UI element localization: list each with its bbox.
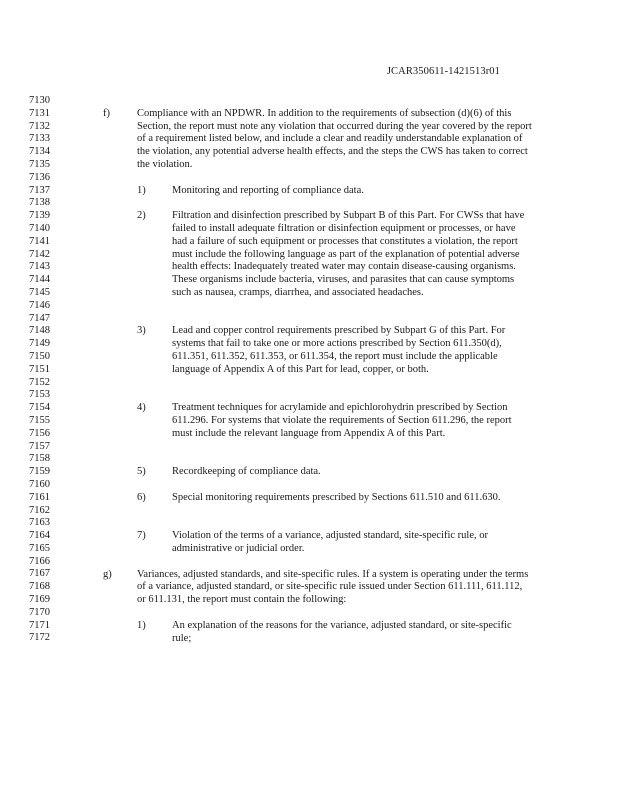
line-number: 7143 <box>29 261 50 273</box>
paragraph-text: Recordkeeping of compliance data. <box>172 466 321 478</box>
line-number: 7166 <box>29 555 50 567</box>
paragraph-marker: 1) <box>137 619 146 631</box>
line-number: 7170 <box>29 606 50 618</box>
line-number: 7148 <box>29 325 50 337</box>
line-number: 7167 <box>29 568 50 580</box>
line-number: 7144 <box>29 274 50 286</box>
line-number: 7135 <box>29 158 50 170</box>
line-number: 7130 <box>29 95 50 106</box>
paragraph-marker: 1) <box>137 184 146 196</box>
document-header: JCAR350611-1421513r01 <box>386 66 500 77</box>
line-number: 7136 <box>29 171 50 183</box>
line-number: 7168 <box>29 581 50 593</box>
paragraph-text: Lead and copper control requirements prescribed by Subpart G of this Part. For systems that fail to take one or more actions prescribed by Section 611.350(d), 611.351, 611.352, 611.353, or 611.354, the report must include the applicable language of Appendix A of this Part for lead, copper, or both. <box>172 325 506 375</box>
line-number: 7158 <box>29 453 50 465</box>
line-number: 7131 <box>29 107 50 119</box>
line-number: 7152 <box>29 376 50 388</box>
paragraph-text: Monitoring and reporting of compliance data. <box>172 184 364 196</box>
line-number: 7145 <box>29 286 50 298</box>
line-number: 7134 <box>29 146 50 158</box>
line-number: 7133 <box>29 133 50 145</box>
paragraph-marker: 2) <box>137 210 146 222</box>
line-number: 7162 <box>29 504 50 516</box>
paragraph-text: An explanation of the reasons for the variance, adjusted standard, or site-specific rule; <box>172 619 512 644</box>
line-number: 7137 <box>29 184 50 196</box>
line-number: 7164 <box>29 530 50 542</box>
line-number: 7153 <box>29 389 50 401</box>
paragraph-marker: g) <box>103 568 112 580</box>
line-number: 7169 <box>29 594 50 606</box>
line-number: 7154 <box>29 402 50 414</box>
line-number: 7163 <box>29 517 50 529</box>
line-number: 7142 <box>29 248 50 260</box>
line-number: 7160 <box>29 478 50 490</box>
paragraph-text: Treatment techniques for acrylamide and epichlorohydrin prescribed by Section 611.296. For systems that violate the requirements of Section 611.296, the report must include the relevant language from Appendix A of this Part. <box>172 402 512 439</box>
paragraph-marker: 4) <box>137 402 146 414</box>
paragraph-marker: 3) <box>137 325 146 337</box>
line-number: 7146 <box>29 299 50 311</box>
paragraph-marker: 7) <box>137 530 146 542</box>
line-number: 7171 <box>29 619 50 631</box>
paragraph-marker: 5) <box>137 466 146 478</box>
paragraph-marker: f) <box>103 107 110 119</box>
paragraph-text: Compliance with an NPDWR. In addition to the requirements of subsection (d)(6) of this Section, the report must note any violation that occurred during the year covered by the report of a requirement listed below, and include a clear and readily understandable explanation of the violation, any potential adverse health effects, and the steps the CWS has taken to correct the violation. <box>137 107 532 170</box>
line-number: 7139 <box>29 210 50 222</box>
line-number: 7157 <box>29 440 50 452</box>
line-number: 7141 <box>29 235 50 247</box>
line-number: 7147 <box>29 312 50 324</box>
line-number: 7140 <box>29 222 50 234</box>
line-number: 7151 <box>29 363 50 375</box>
line-number: 7165 <box>29 542 50 554</box>
line-number: 7149 <box>29 338 50 350</box>
paragraph-text: Violation of the terms of a variance, adjusted standard, site-specific rule, or administrative or judicial order. <box>172 530 489 554</box>
line-number: 7156 <box>29 427 50 439</box>
paragraph-text: Variances, adjusted standards, and site-specific rules. If a system is operating under the terms of a variance, adjusted standard, or site-specific rule issued under Section 611.111, 611.112, or 611.131, the report must contain the following: <box>137 568 529 606</box>
line-number: 7150 <box>29 350 50 362</box>
line-number: 7159 <box>29 466 50 478</box>
line-number: 7138 <box>29 197 50 209</box>
line-number: 7155 <box>29 414 50 426</box>
line-number-column <box>20 95 50 645</box>
paragraph-text: Special monitoring requirements prescribed by Sections 611.510 and 611.630. <box>172 491 501 503</box>
line-number: 7172 <box>29 632 50 644</box>
paragraph-text: Filtration and disinfection prescribed by Subpart B of this Part. For CWSs that have failed to install adequate filtration or disinfection equipment or processes, or have had a failure of such equipment or processes that constitutes a violation, the report must include the following language as part of the explanation of potential adverse health effects: Inadequately treated water may contain disease-causing organisms. These organisms include bacteria, viruses, and parasites that can cause symptoms such as nausea, cramps, diarrhea, and associated headaches. <box>172 210 525 298</box>
line-number: 7161 <box>29 491 50 503</box>
paragraph-marker: 6) <box>137 491 146 503</box>
line-number: 7132 <box>29 120 50 132</box>
